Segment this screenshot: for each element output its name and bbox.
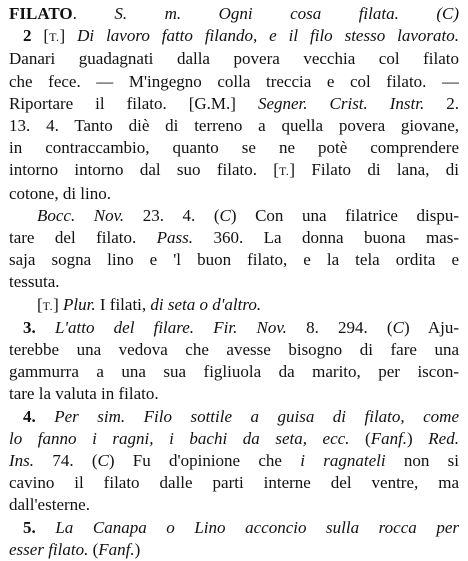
entry-line <box>9 450 459 472</box>
text: [ <box>31 26 50 46</box>
text: Danari guadagnati dalla povera vecchia col filato <box>9 49 459 69</box>
text <box>36 318 55 337</box>
entry-line <box>9 137 459 159</box>
entry-line <box>9 317 459 339</box>
entry-line <box>9 539 459 561</box>
definition: S. m. Ogni cosa filata. (C) <box>114 4 459 23</box>
text: ( <box>88 539 99 559</box>
entry-line <box>9 406 459 428</box>
text: I filati, <box>95 294 151 314</box>
source: C <box>219 205 231 225</box>
term: i ragnateli <box>300 451 386 471</box>
text: ) Con una filatrice dispu- <box>230 205 459 225</box>
text: non si <box>385 451 459 471</box>
headword: FILATO <box>9 4 73 23</box>
text: in contraccambio, quanto se ne potè comprendere <box>9 138 459 158</box>
text: ) Aju- <box>403 317 459 337</box>
text: intorno intorno dal suo filato. [ <box>9 160 279 180</box>
text <box>36 518 56 537</box>
text: 360. La donna buona mas- <box>193 228 459 248</box>
text: tare del filato. <box>9 228 157 248</box>
definition: Di lavoro fatto filando, e il filo stesso lavorato. <box>77 26 459 46</box>
text: 13. 4. Tanto diè di terreno a quella povera giovane, <box>9 116 459 136</box>
source: C <box>392 317 404 337</box>
text: ] <box>53 294 64 314</box>
sense-number: 2 <box>23 26 32 46</box>
sense-number: 5. <box>23 517 36 537</box>
text: . <box>72 4 115 23</box>
text: gammurra a una sua figliuola da marito, per iscon- <box>9 362 459 382</box>
entry-line <box>9 48 459 70</box>
definition: Per sim. Filo sottile a guisa di filato, come <box>54 406 459 426</box>
text: ( <box>349 428 371 448</box>
text: tessuta. <box>9 272 60 292</box>
entry-line <box>9 115 459 137</box>
entry-line <box>9 205 459 227</box>
text: cavino il filato dalle parti interne del ventre, ma <box>9 473 459 493</box>
citation: Segner. Crist. Instr. <box>257 93 425 113</box>
citation: Ins. <box>9 451 35 471</box>
definition: L'atto del filare. <box>54 317 195 337</box>
definition: di seta o d'altro. <box>150 294 262 314</box>
definition: La Canapa o Lino acconcio sulla rocca per <box>55 517 459 537</box>
tag: T. <box>42 298 54 313</box>
text: ) Fu d'opinione che <box>108 451 301 471</box>
citation: Bocc. Nov. <box>37 205 125 225</box>
tag: T. <box>49 30 60 45</box>
text: 2. <box>424 93 459 113</box>
definition: lo fanno i ragni, i bachi da seta, ecc. <box>9 428 350 448</box>
entry-line <box>9 339 459 361</box>
label: Plur. <box>63 294 96 314</box>
text: ) <box>407 428 429 448</box>
entry-line <box>9 25 459 48</box>
entry-line <box>9 494 459 516</box>
text: [ <box>37 294 43 314</box>
text: ] Filato di lana, di <box>289 160 459 180</box>
entry-line <box>9 517 459 539</box>
entry-line <box>9 249 459 271</box>
text: che fece. — M'ingegno colla treccia e col filato. — <box>9 71 459 91</box>
entry-line <box>9 383 459 405</box>
entry-line <box>9 183 459 205</box>
entry-line <box>9 159 459 182</box>
text <box>194 318 213 337</box>
text: Riportare il filato. [G.M.] <box>9 93 258 113</box>
source: C <box>97 451 109 471</box>
entry-line <box>9 3 459 25</box>
tag: T. <box>278 164 290 179</box>
sense-number: 4. <box>23 406 36 426</box>
entry-line <box>9 472 459 494</box>
definition: esser filato. <box>9 539 89 559</box>
entry-line <box>9 271 459 293</box>
entry-line <box>9 93 459 115</box>
entry-line <box>9 428 459 450</box>
citation: Pass. <box>156 228 194 248</box>
text: dall'esterne. <box>9 495 90 515</box>
text: 8. 294. ( <box>286 317 393 337</box>
text: tare la valuta in filato. <box>9 384 159 404</box>
entry-line <box>9 361 459 383</box>
entry-line <box>9 71 459 93</box>
text <box>36 407 55 426</box>
sense-number: 3. <box>23 317 36 337</box>
text: saja sogna lino e 'l buon filato, e la tela ordita e <box>9 250 459 270</box>
text: ) <box>134 539 141 559</box>
text: 74. ( <box>34 451 98 471</box>
text: cotone, di lino. <box>9 183 111 203</box>
text: ] <box>59 26 78 46</box>
source: Fanf. <box>370 428 408 448</box>
text: 23. 4. ( <box>124 205 220 225</box>
source: Fanf. <box>98 539 135 559</box>
entry-line <box>9 294 459 317</box>
citation: Fir. Nov. <box>213 317 287 337</box>
citation: Red. <box>428 428 459 448</box>
entry-line <box>9 227 459 249</box>
text: terebbe una vedova che avesse bisogno di fare una <box>9 340 459 360</box>
